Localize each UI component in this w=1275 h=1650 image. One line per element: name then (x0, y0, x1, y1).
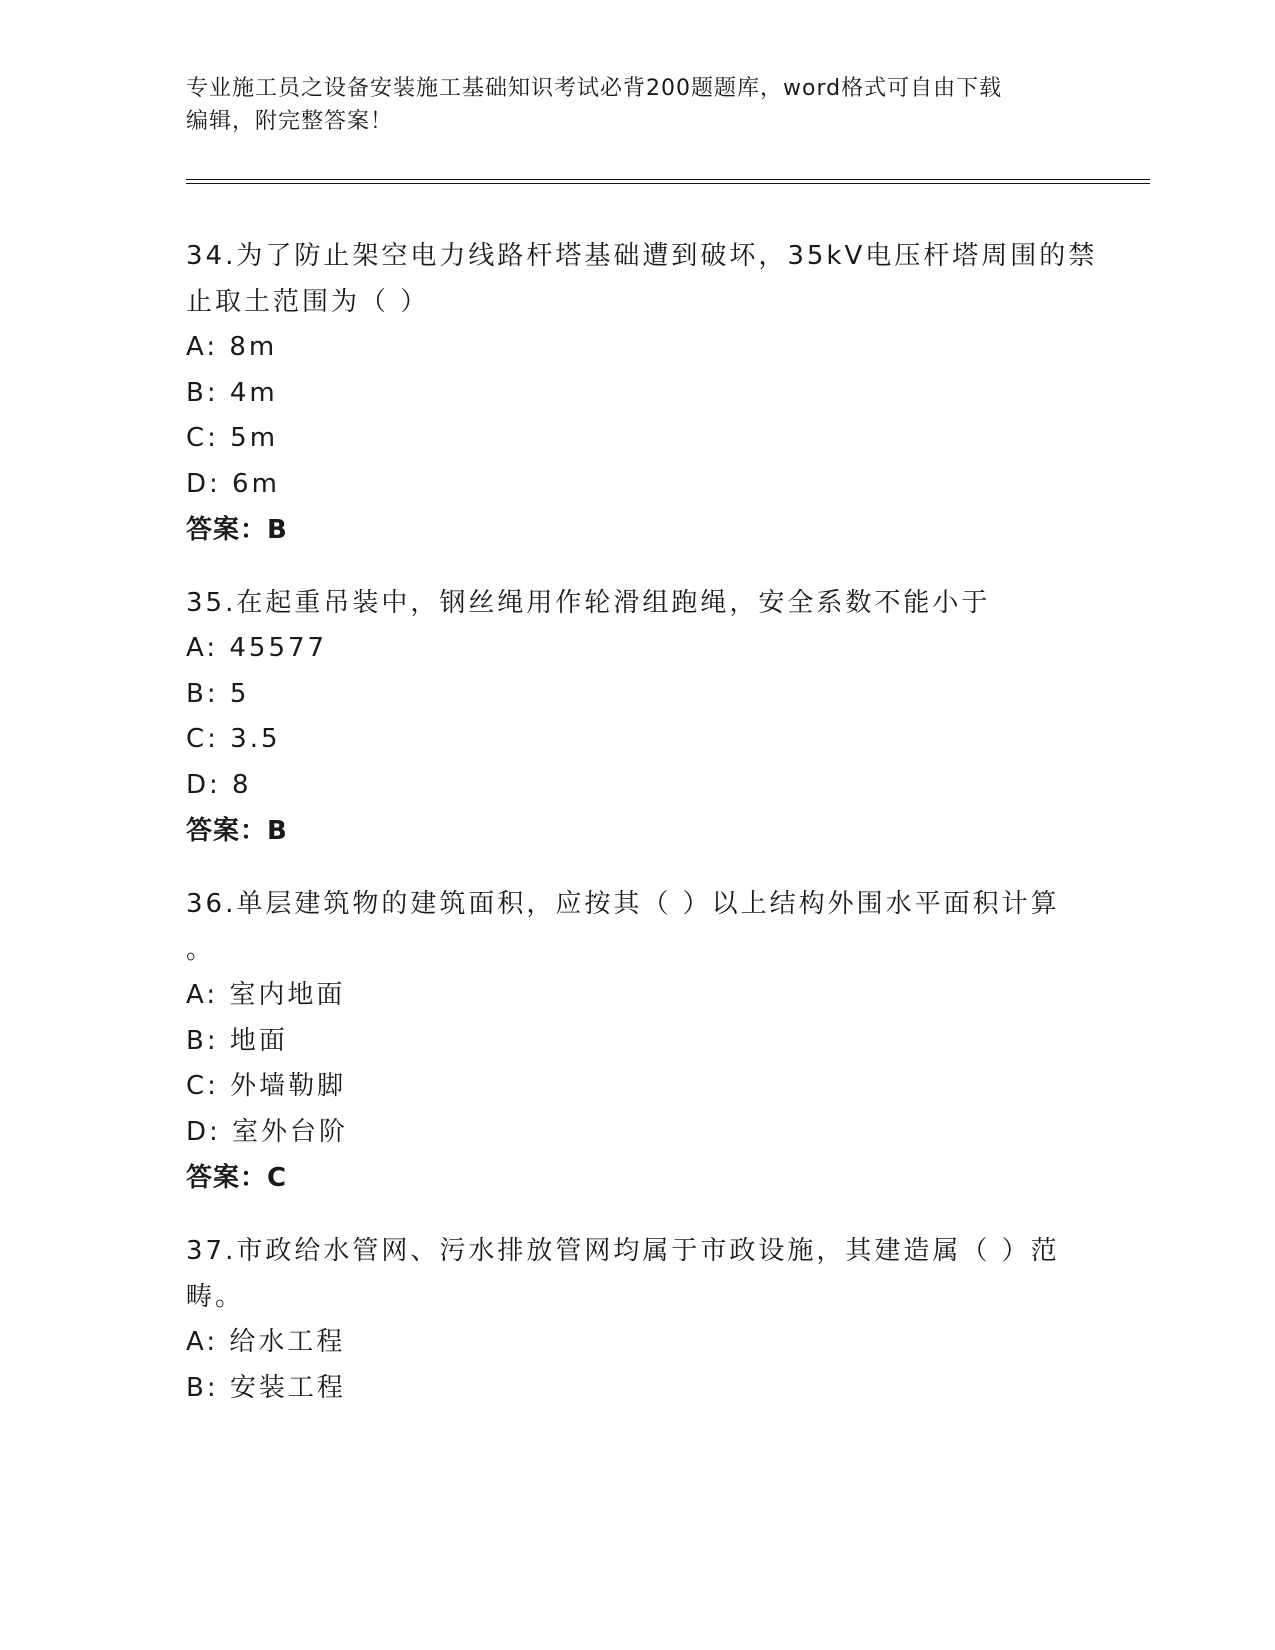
answer: 答案：B (186, 515, 288, 545)
question-34 (186, 233, 1146, 553)
question-35 (186, 580, 1146, 854)
option-b: B: 5 (186, 678, 250, 709)
question-text: 35.在起重吊装中，钢丝绳用作轮滑组跑绳，安全系数不能小于 (186, 588, 991, 618)
question-36 (186, 881, 1146, 1201)
question-37 (186, 1228, 1146, 1411)
question-text: 36.单层建筑物的建筑面积，应按其（ ）以上结构外围水平面积计算 (186, 889, 1060, 919)
question-list (186, 233, 1146, 1438)
question-text: 畴。 (186, 1282, 245, 1312)
question-text: 止取土范围为（ ） (186, 287, 430, 317)
option-a: A: 室内地面 (186, 980, 346, 1010)
header-line-1: 专业施工员之设备安装施工基础知识考试必背200题题库，word格式可自由下载 (186, 76, 1003, 101)
option-d: D: 6m (186, 468, 280, 499)
option-c: C: 外墙勒脚 (186, 1071, 347, 1101)
option-b: B: 安装工程 (186, 1372, 346, 1403)
document-header (186, 72, 1066, 138)
option-d: D: 8 (186, 769, 252, 800)
option-a: A: 8m (186, 332, 278, 362)
option-c: C: 3.5 (186, 724, 281, 754)
header-divider (186, 179, 1150, 184)
option-b: B: 地面 (186, 1025, 288, 1056)
question-text: 。 (186, 935, 216, 965)
header-line-2: 编辑，附完整答案！ (186, 109, 394, 134)
answer: 答案：C (186, 1163, 288, 1193)
option-b: B: 4m (186, 377, 278, 408)
question-text: 34.为了防止架空电力线路杆塔基础遭到破坏，35kV电压杆塔周围的禁 (186, 241, 1098, 271)
option-a: A: 45577 (186, 633, 328, 663)
option-a: A: 给水工程 (186, 1327, 346, 1357)
option-c: C: 5m (186, 423, 279, 453)
option-d: D: 室外台阶 (186, 1116, 349, 1147)
answer: 答案：B (186, 816, 288, 846)
question-text: 37.市政给水管网、污水排放管网均属于市政设施，其建造属（ ）范 (186, 1236, 1060, 1266)
